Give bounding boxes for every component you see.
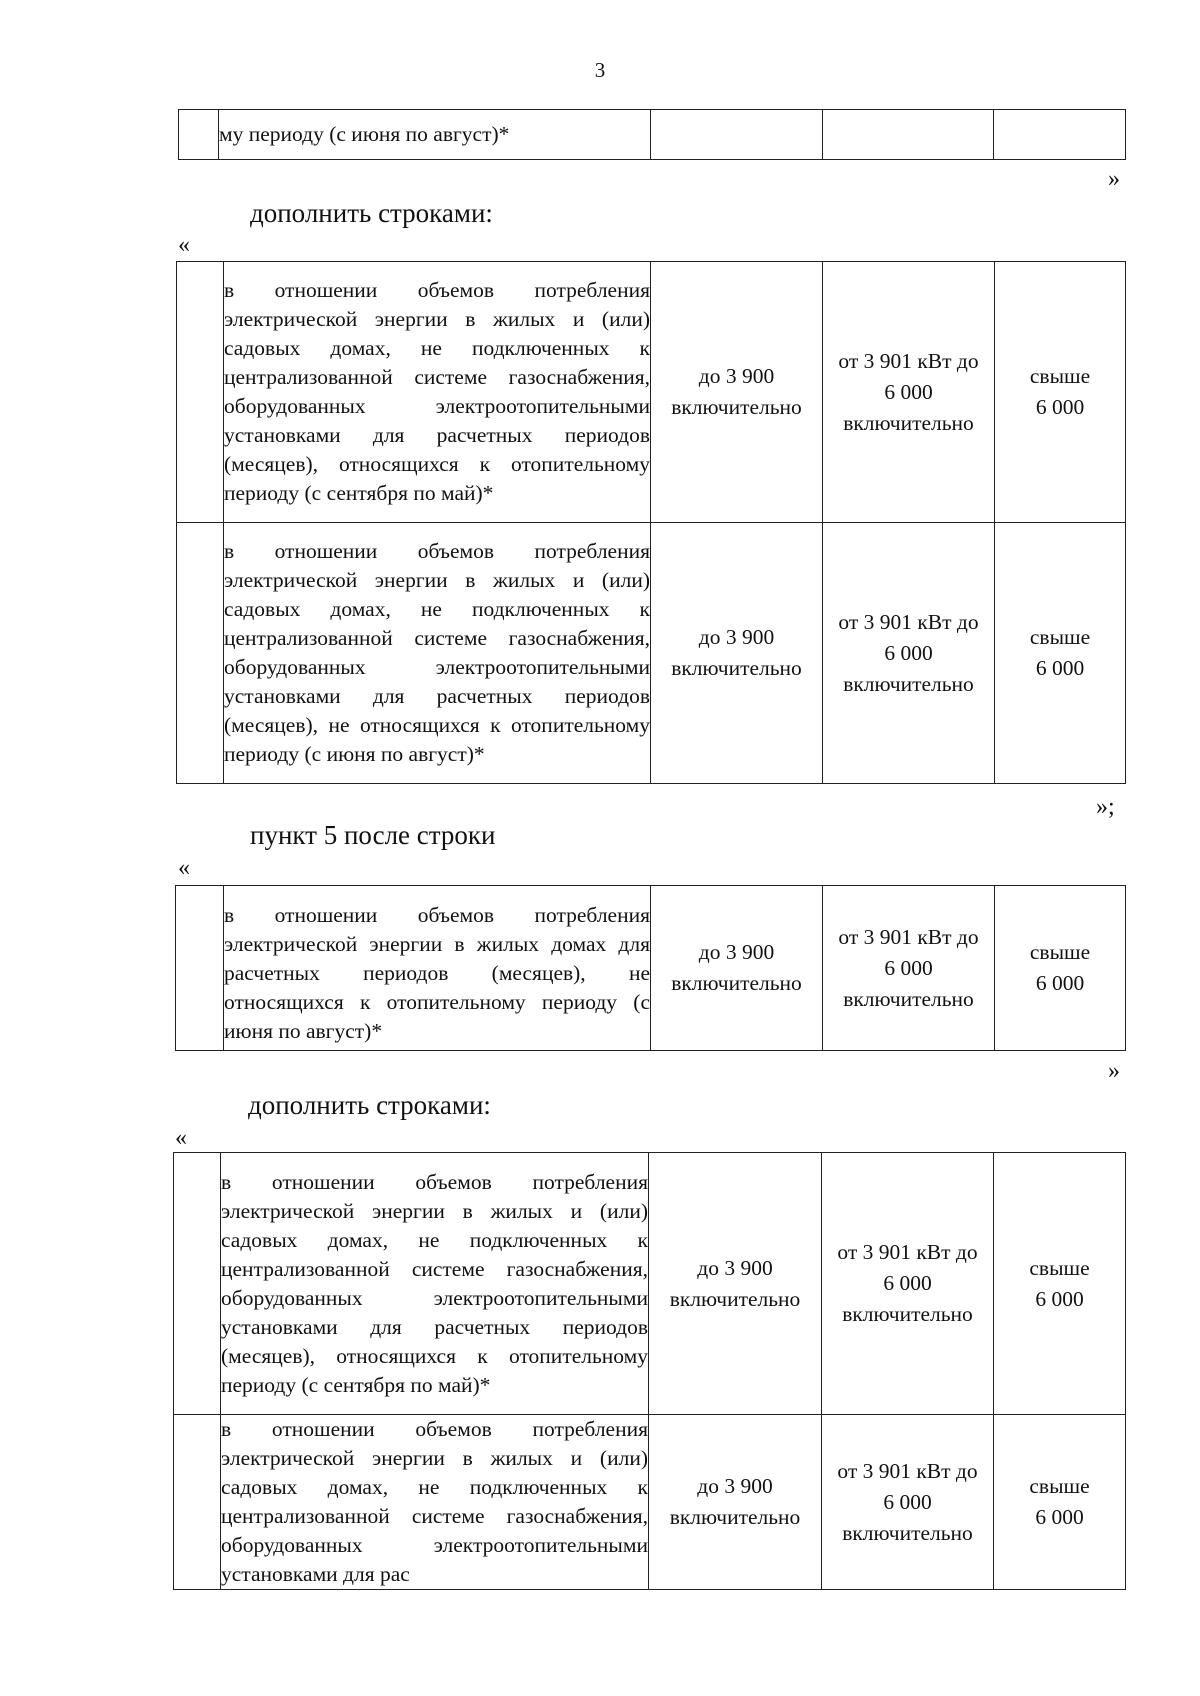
table-cell-tier-1: до 3 900 включительно <box>649 1153 822 1415</box>
table-cell-tier-1: до 3 900 включительно <box>651 523 823 784</box>
table-cell-empty <box>651 110 823 160</box>
table-cell-empty <box>994 110 1126 160</box>
table-row <box>177 523 1126 784</box>
opening-quote: « <box>178 855 190 881</box>
opening-quote: « <box>175 1125 187 1151</box>
table-cell-tier-3: свыше 6 000 <box>995 886 1126 1051</box>
table-cell-tier-3: свыше 6 000 <box>995 523 1126 784</box>
page-number: 3 <box>594 58 606 82</box>
table-cell-tier-1: до 3 900 включительно <box>651 886 823 1051</box>
table-row <box>176 886 1126 1051</box>
table-cell-tier-2: от 3 901 кВт до 6 000 включительно <box>823 262 995 523</box>
closing-quote: »; <box>1096 794 1115 820</box>
section-heading: пункт 5 после строки <box>250 820 496 850</box>
table-cell-number <box>174 1415 221 1590</box>
table-cell-number <box>176 886 224 1051</box>
table-row <box>179 110 1126 160</box>
table-cell-empty <box>823 110 994 160</box>
closing-quote: » <box>1108 1058 1120 1084</box>
table-block-2 <box>175 885 1126 1051</box>
closing-quote: » <box>1108 166 1120 192</box>
table-cell-tier-2: от 3 901 кВт до 6 000 включительно <box>823 523 995 784</box>
section-heading: дополнить строками: <box>250 198 493 228</box>
opening-quote: « <box>178 232 190 258</box>
table-cell-tier-2: от 3 901 кВт до 6 000 включительно <box>823 886 995 1051</box>
table-cell-description: в отношении объемов потребления электрической энергии в жилых и (или) садовых домах, не подключенных к централизованной системе газоснабжения, оборудованных электроотопительными установками для расчетных периодов (месяцев), не относящихся к отопительному периоду (с июня по август)* <box>224 523 651 784</box>
table-top-continuation <box>178 109 1126 160</box>
table-block-3 <box>173 1152 1126 1590</box>
table-cell-description: в отношении объемов потребления электрической энергии в жилых домах для расчетных периодов (месяцев), не относящихся к отопительному периоду (с июня по август)* <box>224 886 651 1051</box>
table-cell-description: в отношении объемов потребления электрической энергии в жилых и (или) садовых домах, не подключенных к централизованной системе газоснабжения, оборудованных электроотопительными установками для рас <box>221 1415 649 1590</box>
table-cell-description: му периоду (с июня по август)* <box>219 110 651 160</box>
table-cell-tier-3: свыше 6 000 <box>995 262 1126 523</box>
table-cell-number <box>174 1153 221 1415</box>
table-row <box>177 262 1126 523</box>
table-cell-tier-3: свыше 6 000 <box>994 1415 1126 1590</box>
table-cell-tier-1: до 3 900 включительно <box>651 262 823 523</box>
table-block-1 <box>176 261 1126 784</box>
table-cell-tier-1: до 3 900 включительно <box>649 1415 822 1590</box>
table-cell-number <box>177 262 224 523</box>
table-cell-tier-3: свыше 6 000 <box>994 1153 1126 1415</box>
table-row <box>174 1415 1126 1590</box>
table-cell-description: в отношении объемов потребления электрической энергии в жилых и (или) садовых домах, не подключенных к централизованной системе газоснабжения, оборудованных электроотопительными установками для расчетных периодов (месяцев), относящихся к отопительному периоду (с сентября по май)* <box>224 262 651 523</box>
table-cell-number <box>177 523 224 784</box>
table-cell-number <box>179 110 219 160</box>
table-cell-tier-2: от 3 901 кВт до 6 000 включительно <box>822 1415 994 1590</box>
section-heading: дополнить строками: <box>248 1090 491 1120</box>
table-cell-description: в отношении объемов потребления электрической энергии в жилых и (или) садовых домах, не подключенных к централизованной системе газоснабжения, оборудованных электроотопительными установками для расчетных периодов (месяцев), относящихся к отопительному периоду (с сентября по май)* <box>221 1153 649 1415</box>
table-cell-tier-2: от 3 901 кВт до 6 000 включительно <box>822 1153 994 1415</box>
table-row <box>174 1153 1126 1415</box>
